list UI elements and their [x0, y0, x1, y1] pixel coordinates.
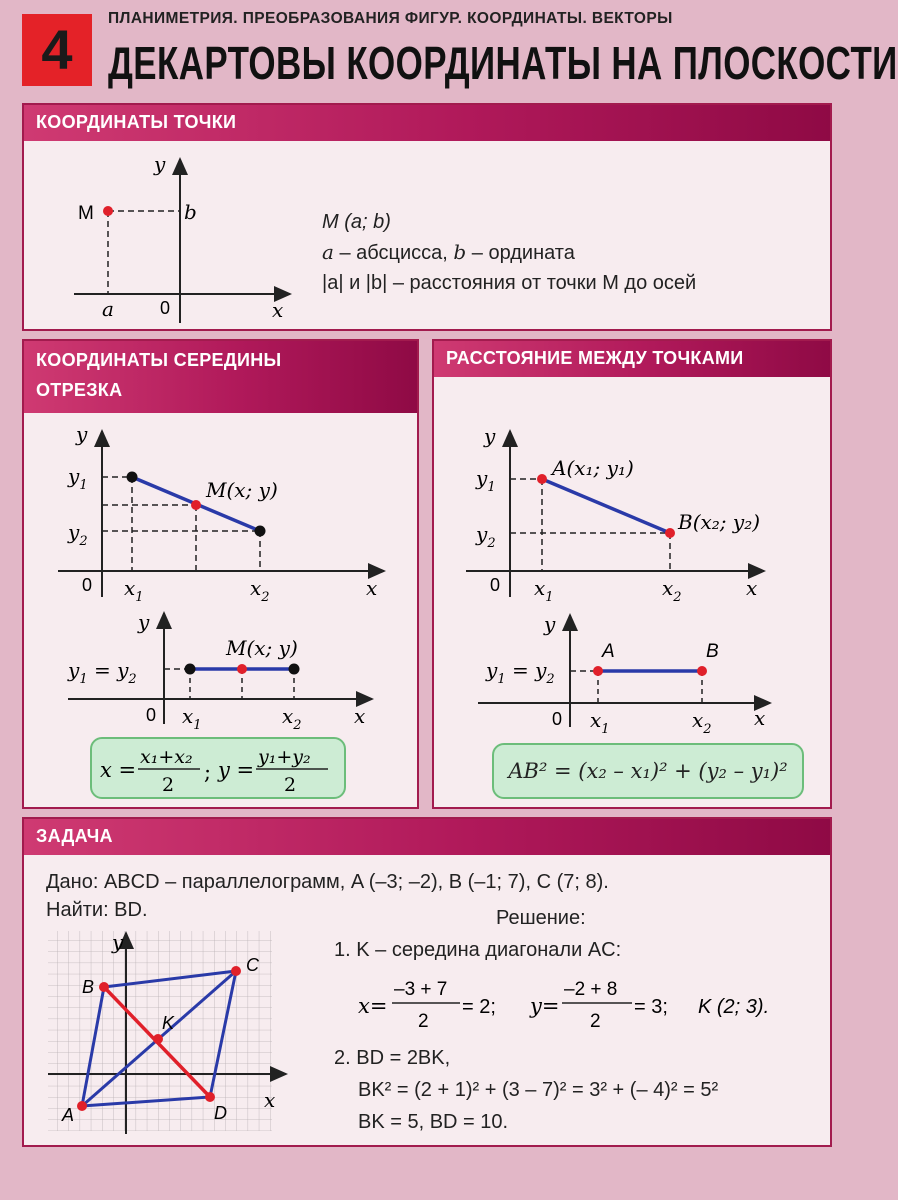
b-label: b: [184, 200, 197, 224]
svg-text:x1: $x_1$: [590, 708, 610, 737]
svg-text:B: B: [82, 977, 95, 997]
solution-calc1: [354, 969, 814, 1039]
svg-text:x1: $x_1$: [534, 576, 554, 605]
svg-text:x: x: [354, 704, 366, 728]
topic-number: 4: [22, 14, 92, 86]
svg-text:x=: x=: [358, 994, 388, 1018]
task-find: Найти: BD.: [46, 899, 148, 921]
point-a-label: A(x₁; y₁): [552, 456, 634, 480]
solution-step2-calc: BK² = (2 + 1)² + (3 – 7)² = 3² + (– 4)² = 5²: [358, 1079, 719, 1101]
midpoint-graph-1: [54, 422, 394, 605]
svg-text:B: B: [706, 641, 719, 662]
svg-text:= 3;: = 3;: [634, 996, 668, 1018]
distance-note: |a| и |b| – расстояния от точки M до осей: [322, 272, 697, 294]
distance-panel: [432, 339, 832, 809]
svg-text:A: A: [62, 1105, 75, 1125]
solution-step1: 1. K – середина диагонали AC:: [334, 939, 622, 961]
distance-graph-2: [462, 609, 812, 737]
point-coords-panel: [22, 103, 832, 331]
svg-text:x₁+x₂: x₁+x₂: [140, 746, 193, 768]
task-heading: ЗАДАЧА: [24, 819, 830, 855]
svg-text:C: C: [246, 955, 259, 975]
svg-text:x: x: [366, 576, 378, 600]
svg-text:–3 + 7: –3 + 7: [394, 979, 448, 1000]
svg-text:2: 2: [590, 1011, 601, 1032]
svg-text:y1 = y2: $y_1 = y_2$: [486, 658, 555, 687]
distance-formula: AB² = (x₂ – x₁)² + (y₂ – y₁)²: [492, 743, 804, 799]
svg-text:x1: $x_1$: [124, 576, 144, 605]
midpoint-heading: КООРДИНАТЫ СЕРЕДИНЫ ОТРЕЗКА: [24, 341, 417, 413]
svg-text:x2: $x_2$: [282, 704, 302, 733]
solution-step2: 2. BD = 2BK,: [334, 1047, 451, 1069]
point-m-label: M: [78, 203, 94, 224]
svg-text:x2: $x_2$: [250, 576, 270, 605]
subject-line: ПЛАНИМЕТРИЯ. ПРЕОБРАЗОВАНИЯ ФИГУР. КООРДИНАТЫ. ВЕКТОРЫ: [108, 10, 673, 27]
svg-text:y: y: [76, 422, 88, 446]
midpoint-graph-2: [54, 609, 394, 733]
point-b-label: B(x₂; y₂): [678, 510, 761, 534]
svg-text:0: 0: [552, 709, 563, 729]
svg-text:y₁+y₂: y₁+y₂: [258, 746, 311, 768]
svg-text:0: 0: [82, 575, 93, 595]
a-label: a: [102, 297, 114, 321]
svg-text:y =: y =: [218, 758, 255, 782]
solution-answer: BK = 5, BD = 10.: [358, 1111, 509, 1133]
svg-text:D: D: [214, 1103, 227, 1123]
svg-text:y1: $y_1$: [68, 464, 88, 493]
svg-text:y: y: [484, 424, 496, 448]
svg-text:y=: y=: [530, 994, 560, 1018]
svg-text:M(x; y): M(x; y): [226, 636, 298, 660]
svg-text:y: y: [138, 610, 150, 634]
svg-text:= 2;: = 2;: [462, 996, 496, 1018]
svg-text:0: 0: [146, 705, 157, 725]
parallelogram-graph: [46, 929, 296, 1139]
svg-text:2: 2: [162, 774, 175, 796]
svg-text:y: y: [112, 930, 124, 954]
point-m: [103, 206, 113, 216]
point-coords-graph: [68, 151, 308, 331]
svg-text:A: A: [602, 641, 615, 662]
distance-heading: РАССТОЯНИЕ МЕЖДУ ТОЧКАМИ: [434, 341, 830, 377]
task-given: Дано: ABCD – параллелограмм, A (–3; –2), B (–1; 7), C (7; 8).: [46, 871, 609, 893]
svg-text:x1: $x_1$: [182, 704, 202, 733]
axis-names: a – абсцисса, b – ордината: [322, 240, 575, 264]
svg-text:x: x: [746, 576, 758, 600]
svg-text:;: ;: [204, 760, 212, 784]
svg-text:M(x; y): M(x; y): [206, 478, 278, 502]
svg-text:K: K: [162, 1013, 175, 1033]
point-notation: M (a; b): [322, 211, 391, 233]
svg-text:y2: $y_2$: [476, 522, 496, 551]
svg-text:x: x: [754, 706, 766, 730]
page-title: ДЕКАРТОВЫ КООРДИНАТЫ НА ПЛОСКОСТИ: [108, 37, 898, 89]
svg-text:K (2; 3).: K (2; 3).: [698, 996, 770, 1018]
svg-text:–2 + 8: –2 + 8: [564, 979, 618, 1000]
svg-text:2: 2: [418, 1011, 429, 1032]
svg-text:x2: $x_2$: [692, 708, 712, 737]
y-label: y: [154, 152, 166, 176]
task-panel: [22, 817, 832, 1147]
svg-text:x =: x =: [100, 758, 137, 782]
svg-text:y: y: [544, 612, 556, 636]
svg-text:x2: $x_2$: [662, 576, 682, 605]
svg-text:2: 2: [284, 774, 297, 796]
point-coords-heading: КООРДИНАТЫ ТОЧКИ: [24, 105, 830, 141]
midpoint-formula: [90, 737, 346, 799]
midpoint-panel: [22, 339, 419, 809]
svg-text:y1 = y2: $y_1 = y_2$: [68, 658, 137, 687]
origin-label: 0: [160, 298, 171, 318]
solution-title: Решение:: [496, 907, 586, 929]
midpoint-m: [191, 500, 201, 510]
svg-text:x: x: [264, 1088, 276, 1112]
svg-text:y2: $y_2$: [68, 520, 88, 549]
distance-graph-1: [462, 425, 812, 605]
x-label: x: [272, 298, 284, 322]
svg-text:y1: $y_1$: [476, 466, 496, 495]
svg-text:0: 0: [490, 575, 501, 595]
